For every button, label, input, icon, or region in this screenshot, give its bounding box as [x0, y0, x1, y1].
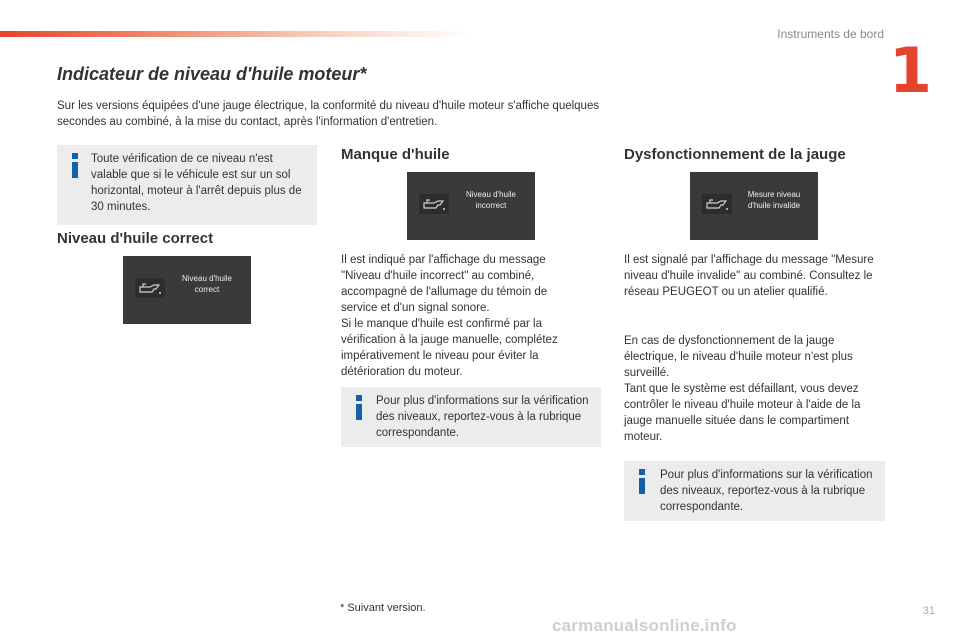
info-icon: [356, 395, 362, 420]
display-line-2: d'huile invalide: [747, 201, 801, 210]
info-box-levels-2: [624, 461, 885, 521]
info-box-horizontal-ground: [57, 145, 317, 225]
oil-can-icon: [702, 194, 732, 214]
malfunction-paragraph-1: Il est signalé par l'affichage du message "Mesure niveau d'huile invalide" au combiné. Consultez le réseau PEUGEOT ou un atelier qualifié.: [624, 254, 874, 298]
dashboard-display-invalid: [690, 172, 818, 240]
dashboard-display-incorrect: [407, 172, 535, 240]
info-box-text: Pour plus d'informations sur la vérification des niveaux, reportez-vous à la rubrique correspondante.: [376, 395, 589, 439]
oil-shortage-paragraph-2: Si le manque d'huile est confirmé par la vérification à la jauge manuelle, complétez impérativement le niveau pour éviter la détérioration du moteur.: [341, 318, 558, 378]
display-message: [738, 189, 810, 211]
display-line-1: Niveau d'huile: [465, 190, 516, 199]
malfunction-paragraph-2: En cas de dysfonctionnement de la jauge électrique, le niveau d'huile moteur n'est plus surveillé.: [624, 335, 853, 379]
display-line-1: Mesure niveau: [747, 190, 801, 199]
display-line-2: correct: [194, 285, 220, 294]
info-icon: [639, 469, 645, 494]
chapter-number: 1: [888, 34, 932, 107]
display-message: [455, 189, 527, 211]
display-message: [171, 273, 243, 295]
info-box-levels: [341, 387, 601, 447]
header-accent-bar: [0, 31, 470, 37]
display-line-2: incorrect: [475, 201, 507, 210]
oil-shortage-paragraph-1: Il est indiqué par l'affichage du message "Niveau d'huile incorrect" au combiné, accompagné de l'allumage du témoin de service et d'un signal sonore.: [341, 254, 548, 314]
dashboard-display-correct: [123, 256, 251, 324]
malfunction-paragraph-3: Tant que le système est défaillant, vous devez contrôler le niveau d'huile moteur à l'aide de la jauge manuelle située dans le compartiment moteur.: [624, 383, 861, 443]
heading-gauge-malfunction: Dysfonctionnement de la jauge: [624, 146, 846, 163]
footnote: * Suivant version.: [340, 602, 426, 614]
info-box-text: Toute vérification de ce niveau n'est valable que si le véhicule est sur un sol horizontal, moteur à l'arrêt depuis plus de 30 minutes.: [91, 153, 302, 213]
oil-can-icon: [419, 194, 449, 214]
display-line-1: Niveau d'huile: [181, 274, 232, 283]
info-box-text: Pour plus d'informations sur la vérification des niveaux, reportez-vous à la rubrique correspondante.: [660, 469, 873, 513]
page-title: Indicateur de niveau d'huile moteur*: [57, 64, 367, 84]
oil-can-icon: [135, 278, 165, 298]
heading-oil-level-correct: Niveau d'huile correct: [57, 230, 214, 247]
heading-oil-shortage: Manque d'huile: [341, 146, 450, 163]
intro-paragraph: Sur les versions équipées d'une jauge électrique, la conformité du niveau d'huile moteur s'affiche quelques secondes au combiné, à la mise du contact, après l'information d'entretien.: [57, 100, 600, 128]
page-number: 31: [922, 605, 935, 617]
info-icon: [72, 153, 78, 178]
watermark: carmanualsonline.info: [552, 616, 737, 635]
section-label: Instruments de bord: [777, 27, 884, 41]
